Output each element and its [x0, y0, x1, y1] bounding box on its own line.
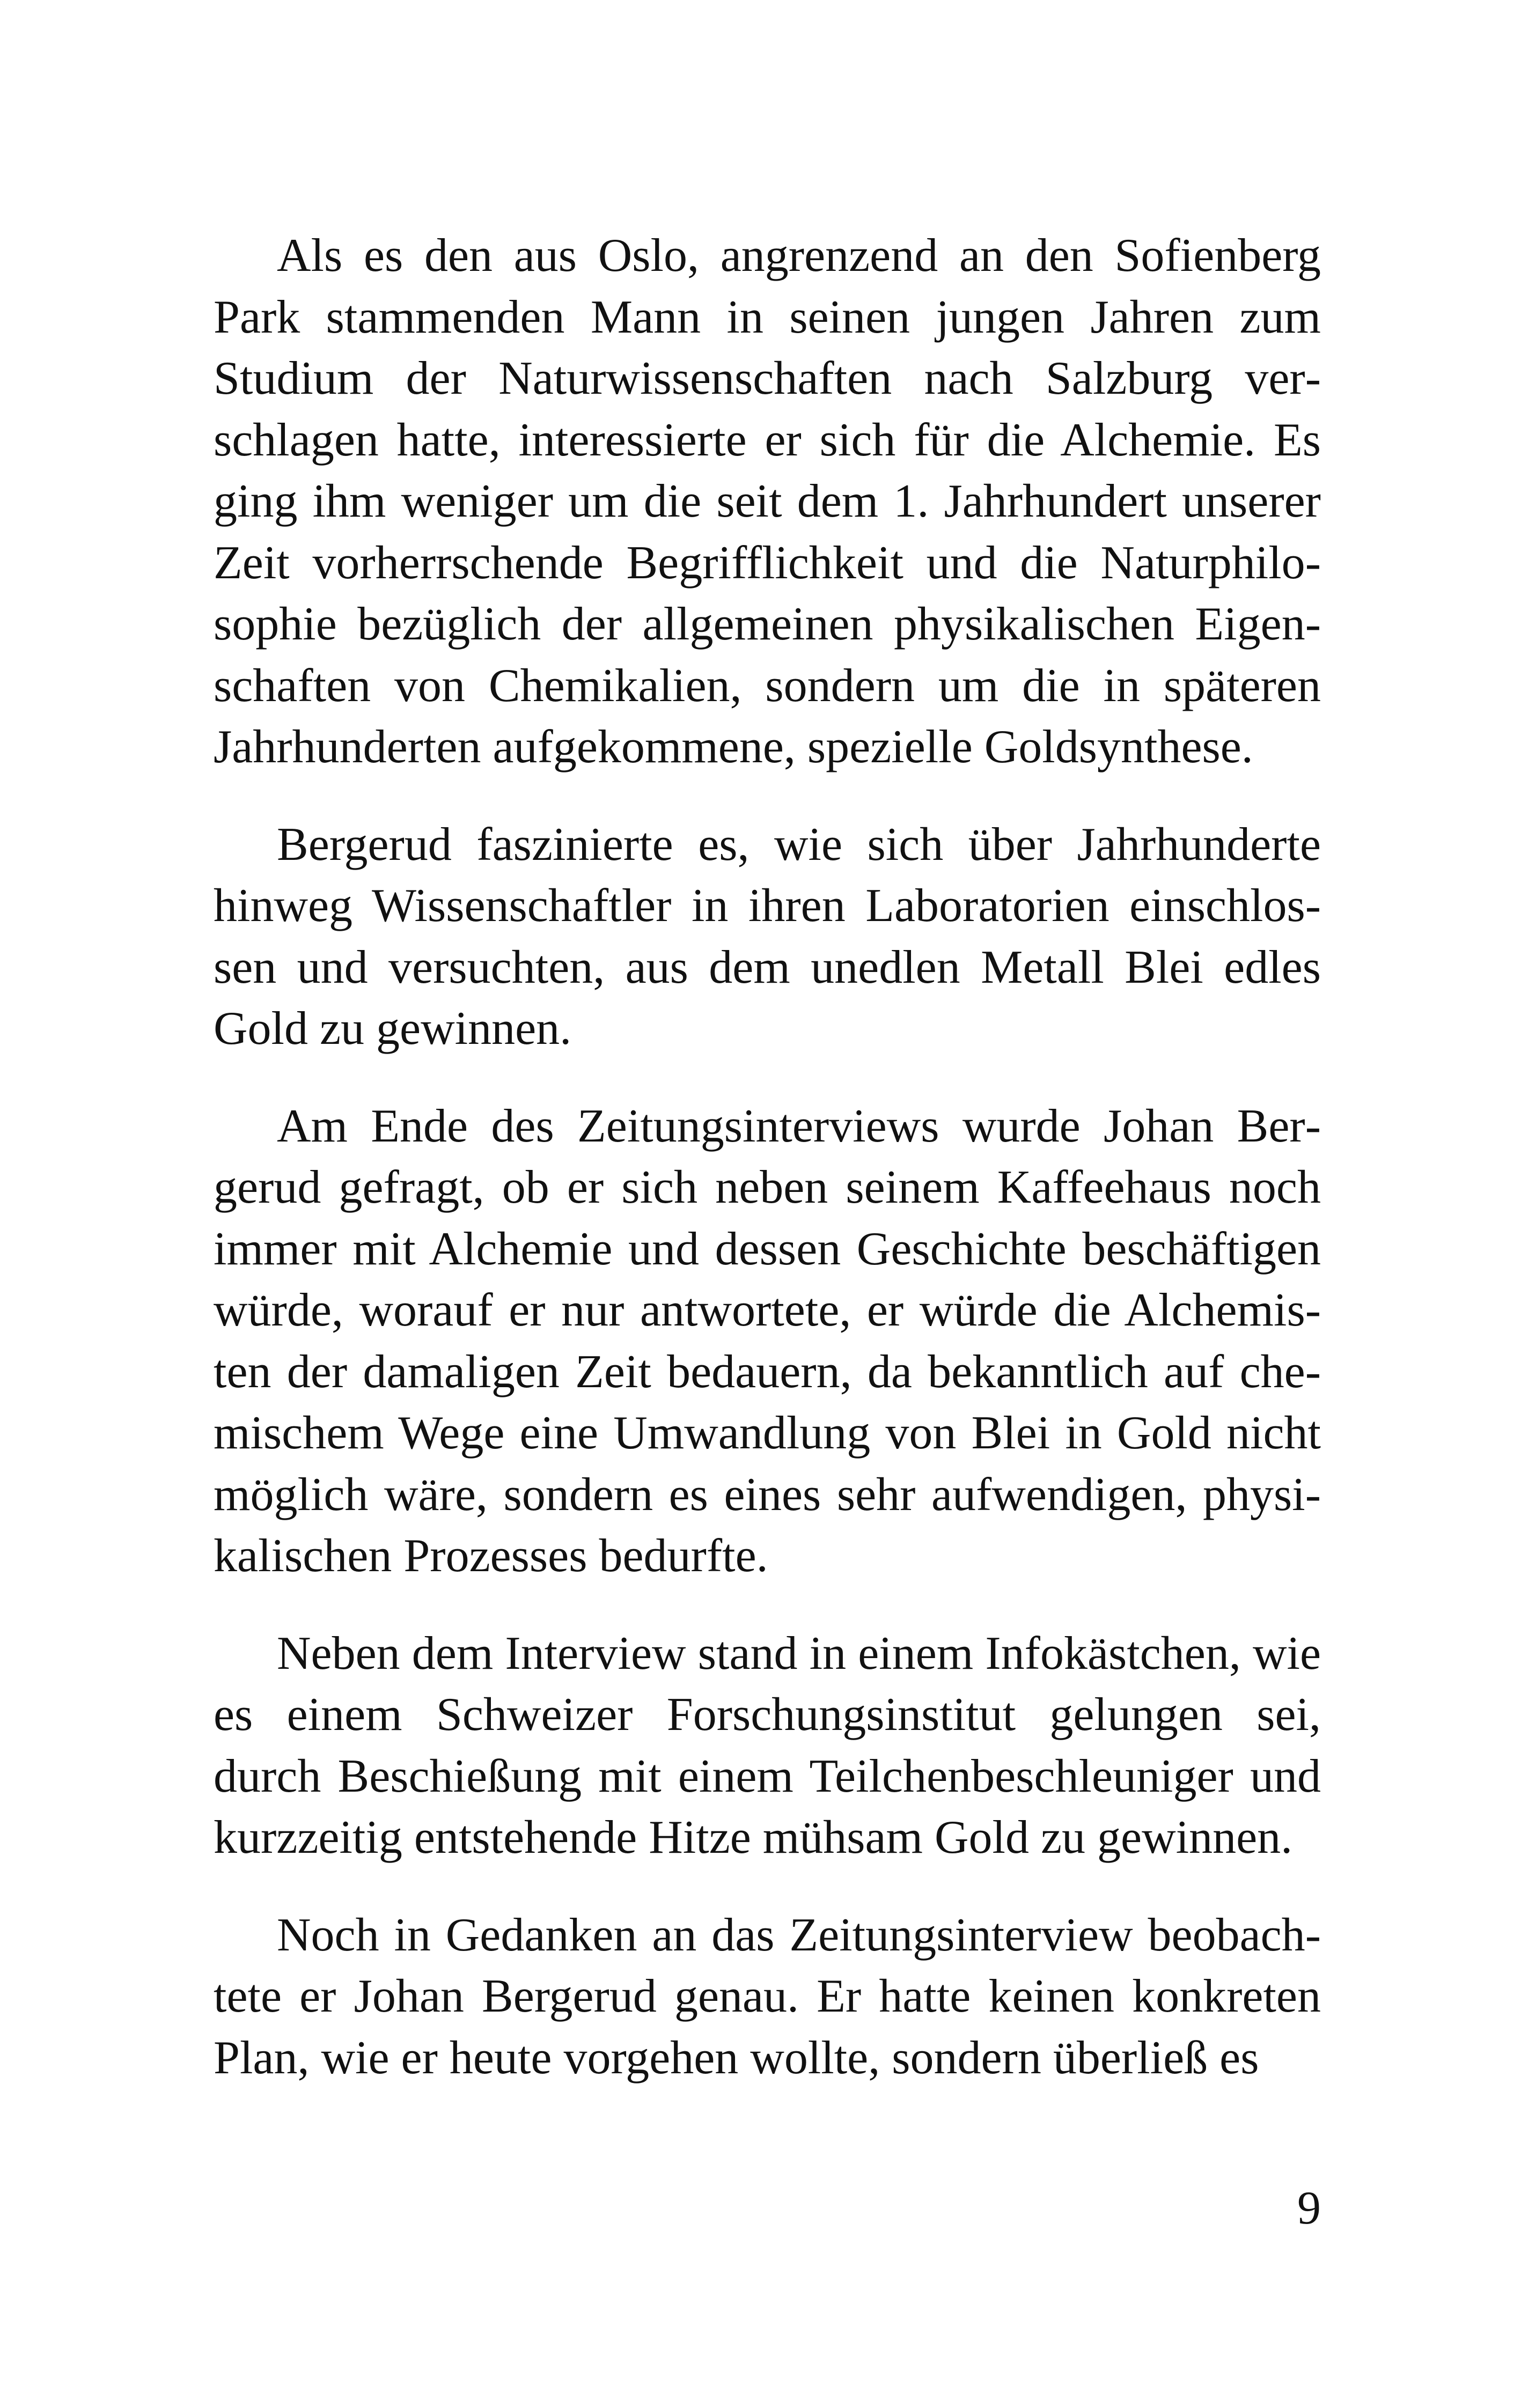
- page-number: 9: [1297, 2182, 1321, 2234]
- body-text: [214, 225, 1321, 2089]
- paragraph-4: Neben dem Interview stand in einem Infokästchen, wie es einem Schweizer Forschungsinstitut gelungen sei, durch Beschießung mit einem Teilchenbeschleuniger und kurzzeitig entstehende Hitze mühsam Gold zu gewinnen.: [214, 1627, 1321, 1864]
- paragraph-2: Bergerud faszinierte es, wie sich über Jahrhunderte hinweg Wissenschaftler in ihren Laboratorien einschlossen und versuchten, aus dem unedlen Metall Blei edles Gold zu gewinnen.: [214, 818, 1321, 1055]
- paragraph-3: Am Ende des Zeitungsinterviews wurde Johan Bergerud gefragt, ob er sich neben seinem Kaffeehaus noch immer mit Alchemie und dessen Geschichte beschäftigen würde, worauf er nur antwortete, er würde die Alchemisten der damaligen Zeit bedauern, da bekanntlich auf chemischem Wege eine Umwandlung von Blei in Gold nicht möglich wäre, sondern es eines sehr aufwendigen, physikalischen Prozesses bedurfte.: [214, 1100, 1321, 1582]
- paragraph-5: Noch in Gedanken an das Zeitungsinterview beobachtete er Johan Bergerud genau. Er hatte keinen konkreten Plan, wie er heute vorgehen wollte, sondern überließ es: [214, 1909, 1321, 2084]
- paragraph-1: Als es den aus Oslo, angrenzend an den Sofienberg Park stammenden Mann in seinen jungen Jahren zum Studium der Naturwissenschaften nach Salzburg verschlagen hatte, interessierte er sich für die Alchemie. Es ging ihm weniger um die seit dem 1. Jahrhundert unserer Zeit vorherrschende Begrifflichkeit und die Naturphilosophie bezüglich der allgemeinen physikalischen Eigenschaften von Chemikalien, sondern um die in späteren Jahrhunderten aufgekommene, spezielle Goldsynthese.: [214, 230, 1321, 773]
